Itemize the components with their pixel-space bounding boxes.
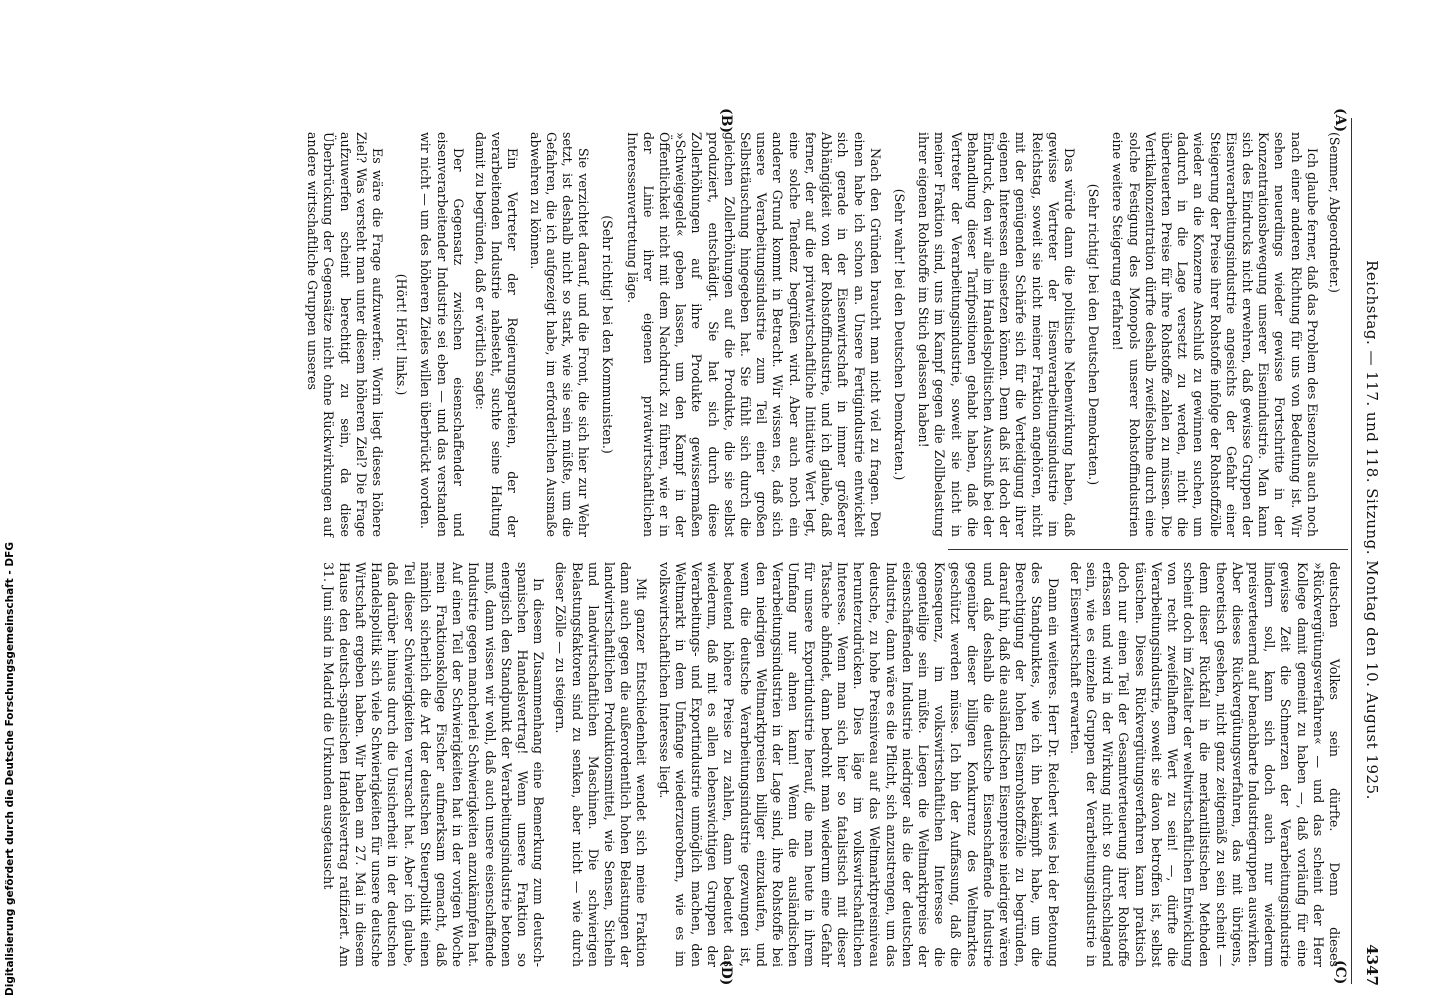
header-rule xyxy=(1351,118,1352,984)
column-divider xyxy=(948,549,1348,550)
paragraph: Ich glaube ferner, daß das Problem des Eisenzolls auch noch nach einer anderen Richtung für uns von Bedeutung ist. Wir sehen neuerdings wieder gewisse Fortschritte in der Konzentrationsbewegung unserer Eisenindustrie. Man kann sich des Eindrucks nicht erwehren, daß gewisse Gruppen der Eisenverarbeitungsindustrie angesichts der Gefahr einer Steigerung der Preise ihrer Rohstoffe infolge der Rohstoffzölle wieder an die Konzerne Anschluß zu gewinnen suchen, um dadurch in die Lage versetzt zu werden, nicht die überteuerten Preise für ihre Rohstoffe zahlen zu müssen. Die Vertikalkonzentration dürfte deshalb zweifelsohne durch eine solche Festigung des Monopols unserer Rohstoffindustrien eine weitere Steigerung erfahren! xyxy=(1110,132,1320,537)
marker-b: (B) xyxy=(718,108,734,134)
marker-d: (D) xyxy=(718,960,734,986)
paragraph: Mit ganzer Entschiedenheit wendet sich meine Fraktion dann auch gegen die außerordentlich hohen Belastungen der landwirtschaftlichen Produktionsmittel, wie Sensen, Sicheln und landwirtschaftlichen Maschinen. Die schwierigen Belastungsfaktoren sind zu senken, aber nicht — wie durch dieser Zölle — zu steigern. xyxy=(553,562,650,967)
paragraph: deutschen Volkes sein dürfte. Denn dieses »Rückvergütungsverfahren« — und das scheint der Herr Kollege damit gemeint zu haben —, daß vorläufig für eine gewisse Zeit die Schmerzen der Verarbeitungsindustrie lindern soll, kann sich doch auch nur wiederum preisverteuernd auf benachbarte Industriegruppen auswirken. Aber dieses Rückvergütungsverfahren, das mit übrigens, theoretisch gesehen, nicht ganz zeitgemäß zu sein scheint — denn dieser Rückfall in die merkantilistischen Methoden scheint doch im Zeitalter der weltwirtschaftlichen Entwicklung von recht zweifelhaftem Wert zu sein! —, dürfte die Verarbeitungsindustrie, soweit sie davon betroffen ist, selbst täuschen. Dieses Rückvergütungsverfahren kann praktisch doch nur einen Teil der Gesamtverteuerung ihrer Rohstoffe erfassen und wird in der Wirkung nicht so durchschlagend sein, wie es einzelne Gruppen der Verarbeitungsindustrie in der Eisenwirtschaft erwarten. xyxy=(1067,562,1342,967)
quote: Der Gegensatz zwischen eisenschaffender und eisenverarbeitender Industrie sei eben — und das verstanden wir nicht — um des höheren Zieles willen überbrückt worden. xyxy=(418,132,466,537)
speaker-line: (Semmer, Abgeordneter.) xyxy=(1327,132,1342,293)
paragraph: In diesem Zusammenhang eine Bemerkung zum deutsch-spanischen Handelsvertrag! Wenn unsere Fraktion so energisch den Standpunkt der Verarbeitungsindustrie betonen muß, dann wissen wir wohl, daß auch unsere eisenschaffende Industrie gegen mancherlei Schwierigkeiten anzukämpfen hat. Auf einen Teil der Schwierigkeiten hat in der vorigen Woche mein Fraktionskollege Fischer aufmerksam gemacht, daß nämlich sicherlich die Art der deutschen Steuerpolitik einen Teil dieser Schwierigkeiten verursacht hat. Aber ich glaube, daß darüber hinaus durch die Unsicherheit in der deutschen Handelspolitik sich viele Schwierigkeiten für unsere deutsche Wirtschaft ergeben haben. Wir haben am 27. Mai in diesem Hause den deutsch-spanischen Handelsvertrag ratifiziert. Am 31. Juni sind in Madrid die Urkunden ausgetauscht xyxy=(320,562,547,967)
header-title: Reichstag. — 117. und 118. Sitzung. Montag den 10. August 1925. xyxy=(1363,260,1381,800)
digitization-footer xyxy=(4,0,998,996)
marker-c: (C) xyxy=(1332,960,1348,985)
paragraph: Dann ein weiteres. Herr Dr. Reichert wies bei der Betonung des Standpunktes, wie ich ihn bekämpft habe, um die Berechtigung der hohen Eisenrohstoffzölle zu begründen, darauf hin, daß die ausländischen Eisenpreise niedriger wären und daß deshalb die deutsche Eisenschaffende Industrie gegenüber dieser billigen Konkurrenz des Weltmarktes geschützt werden müsse. Ich bin der Auffassung, daß die Konsequenz, im volkswirtschaftlichen Interesse die gegenteilige sein müßte. Liegen die Weltmarktpreise der eisenschaffenden Industrie niedriger als die der deutschen Industrie, dann wäre es die Pflicht, sich anzustrengen, um das deutsche, zu hohe Preisniveau auf das Weltmarktpreisniveau herunterzudrücken. Dies läge im volkswirtschaftlichen Interesse. Wenn man sich hier so fatalistisch mit dieser Tatsache abfindet, dann bedroht man wiederum eine Gefahr für unsere Exportindustrie herauf, die man heute in ihrem Umfang nur ahnen kann! Wenn die ausländischen Verarbeitungsindustrien in der Lage sind, ihre Rohstoffe bei den niedrigen Weltmarktpreisen billiger einzukaufen, und wenn die deutsche Verarbeitungsindustrie gezwungen ist, bedeutend höhere Preise zu zahlen, dann bedeutet das wiederum, daß mit es allen lebenswichtigen Gruppen der Verarbeitungs- und Exportindustrie unmöglich machen, den Weltmarkt in dem Umfange wiederzuerobern, wie es im volkswirtschaftlichen Interesse liegt. xyxy=(656,562,1061,967)
paragraph: Sie verzichtet darauf, und die Front, die sich hier zur Wehr setzt, ist deshalb nicht so stark, wie sie sein müßte, um die Gefahren, die ich aufgezeigt habe, im erforderlichen Ausmaße abwehren zu können. xyxy=(527,132,592,537)
digitization-text: Digitalisierung gefördert durch die Deutsche Forschungsgemeinschaft - DFG xyxy=(4,542,16,996)
reaction: (Hört! Hört! links.) xyxy=(394,273,410,396)
paragraph: Es wäre die Frage aufzuwerfen: Worin liegt dieses höhere Ziel? Was versteht man unter diesem höheren Ziel? Die Frage aufzuwerfen scheint berechtigt zu sein, da diese Überbrückung der Gegensätze nicht ohne Rückwirkungen auf andere wirtschaftliche Gruppen unseres xyxy=(305,132,386,537)
paragraph: Nach den Gründen braucht man nicht viel zu fragen. Den einen habe ich schon an. Unsere Fertigindustrie entwickelt sich gerade in der Eisenwirtschaft in immer größerer Abhängigkeit von der Rohstoffindustrie, und ich glaube, daß ferner, der auf die privatwirtschaftliche Initiative Wert legt, eine solche Tendenz begrüßen wird. Aber auch noch ein anderer Grund kommt in Betracht. Wir wissen es, daß sich unsere Verarbeitungsindustrie zum Teil einer großen Selbsttäuschung hingegeben hat. Sie fühlt sich durch die gleichen Zollerhöhungen auf die Produkte, die sie selbst produziert, entschädigt. Sie hat sich durch diese Zollerhöhungen auf ihre Produkte gewissermaßen »Schweigegeld« geben lassen, um den Kampf in der Öffentlichkeit nicht mit dem Nachdruck zu führen, wie er in der Linie ihrer eigenen privatwirtschaftlichen Interessenvertretung läge. xyxy=(624,132,883,537)
reaction: (Sehr wahr! bei den Deutschen Demokraten.) xyxy=(891,188,907,481)
paragraph: Ein Vertreter der Regierungsparteien, der der verarbeitenden Industrie nahesteht, suchte seine Haltung damit zu begründen, daß er wörtlich sagte: xyxy=(473,132,521,537)
marker-a: (A) xyxy=(1332,108,1348,133)
page-header xyxy=(1352,0,1380,1000)
reaction: (Sehr richtig! bei den Deutschen Demokraten.) xyxy=(1086,183,1102,486)
paragraph: Das würde dann die politische Nebenwirkung haben, daß gewisse Vertreter der Eisenverarbeitungsindustrie im Reichstag, soweit sie nicht meiner Fraktion angehören, nicht mit der genügenden Schärfe sich für die Verteidigung ihrer eigenen Interessen einsetzen können. Denn daß ist doch der Eindruck, den wir alle im Handelspolitischen Ausschuß bei der Behandlung dieser Tarifpositionen gehabt haben, daß die Vertreter der Verarbeitungsindustrie, soweit sie nicht in meiner Fraktion sind, uns im Kampf gegen die Zollbelastung ihrer eigenen Rohstoffe im Stich gelassen haben! xyxy=(916,132,1077,537)
reaction: (Sehr richtig! bei den Kommunisten.) xyxy=(600,215,616,454)
page-number: 4347 xyxy=(1363,944,1381,986)
